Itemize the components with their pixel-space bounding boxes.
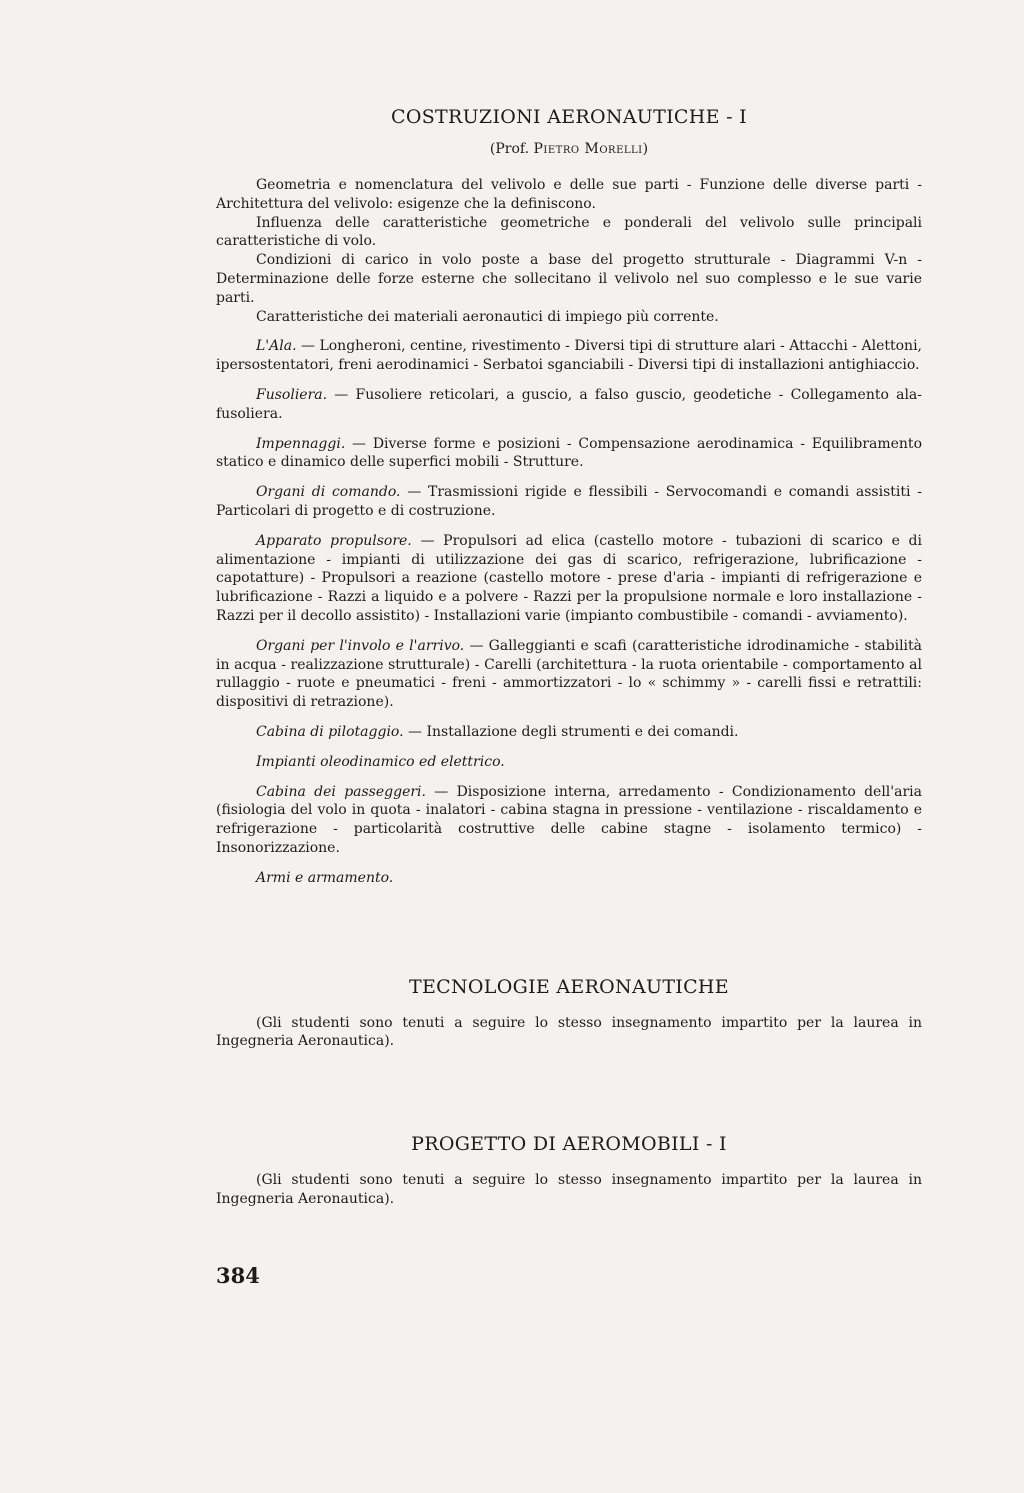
section-armi <box>216 869 922 888</box>
section-text: — Longheroni, centine, rivestimento - Diversi tipi di strutture alari - Attacchi - Alettoni, ipersostentatori, freni aerodinamici - Serbatoi sganciabili - Diversi tipi di installazioni antighiaccio. <box>216 338 922 374</box>
course-title-progetto: PROGETTO DI AEROMOBILI - I <box>411 1133 727 1156</box>
course-author <box>216 140 922 158</box>
course-intro <box>216 176 922 326</box>
section-lead: Organi di comando. <box>256 484 401 501</box>
intro-paragraph: Influenza delle caratteristiche geometriche e ponderali del velivolo sulle principali caratteristiche di volo. <box>216 214 922 250</box>
intro-paragraph: Geometria e nomenclatura del velivolo e delle sue parti - Funzione delle diverse parti - Architettura del velivolo: esigenze che la definiscono. <box>216 177 922 212</box>
intro-paragraph: Condizioni di carico in volo poste a base del progetto strutturale - Diagrammi V-n - Determinazione delle forze esterne che sollecitano il velivolo nel suo complesso e le sue varie parti. <box>216 252 922 306</box>
author-prefix: (Prof. <box>489 141 534 157</box>
section-text: — Diverse forme e posizioni - Compensazione aerodinamica - Equilibramento statico e dinamico delle superfici mobili - Strutture. <box>216 435 922 471</box>
section-lead: Armi e armamento. <box>256 869 394 886</box>
section-text: — Installazione degli strumenti e dei comandi. <box>403 723 739 740</box>
course-note: (Gli studenti sono tenuti a seguire lo stesso insegnamento impartito per la laurea in Ingegneria Aeronautica). <box>216 1172 922 1207</box>
section-impennaggi <box>216 435 922 473</box>
author-name: Pietro Morelli <box>533 141 643 157</box>
section-ala <box>216 337 922 375</box>
section-fusoliera <box>216 386 922 424</box>
document-page <box>216 104 922 1209</box>
course-title-costruzioni: COSTRUZIONI AERONAUTICHE - I <box>391 106 747 128</box>
section-lead: Impennaggi. <box>256 435 346 452</box>
section-lead: Fusoliera. <box>256 386 328 403</box>
intro-paragraph: Caratteristiche dei materiali aeronautici di impiego più corrente. <box>256 308 719 325</box>
section-text: — Fusoliere reticolari, a guscio, a falso guscio, geodetiche - Collegamento ala-fusoliera. <box>216 386 922 422</box>
section-lead: Apparato propulsore. <box>256 532 412 549</box>
author-suffix: ) <box>642 141 649 157</box>
section-lead: Cabina di pilotaggio. <box>256 723 404 740</box>
section-organi-involo <box>216 637 922 712</box>
section-lead: Cabina dei passeggeri. <box>256 783 426 800</box>
section-cabina-passeggeri <box>216 783 922 858</box>
section-cabina-pilotaggio <box>216 723 922 742</box>
section-lead: L'Ala. <box>256 338 297 355</box>
section-text: — Disposizione interna, arredamento - Condizionamento dell'aria (fisiologia del volo in quota - inalatori - cabina stagna in pressione - ventilazione - riscaldamento e refrigerazione - particolarità costruttive delle cabine stagne - isolamento termico) - Insonorizzazione. <box>216 783 923 856</box>
course-title-tecnologie: TECNOLOGIE AERONAUTICHE <box>409 975 729 998</box>
section-apparato-propulsore <box>216 532 922 626</box>
section-lead: Impianti oleodinamico ed elettrico. <box>256 753 505 770</box>
page-number: 384 <box>216 1263 260 1288</box>
section-text: — Propulsori ad elica (castello motore - tubazioni di scarico e di alimentazione - impianti di utilizzazione dei gas di scarico, refrigerazione, lubrificazione - capotatture) - Propulsori a reazione (castello motore - prese d'aria - impianti di refrigerazione e lubrificazione - Razzi a liquido e a polvere - Razzi per la propulsione normale e loro installazione - Razzi per il decollo assistito) - Installazioni varie (impianto combustibile - comandi - avviamento). <box>216 532 922 624</box>
section-impianti <box>216 753 922 772</box>
section-organi-comando <box>216 483 922 521</box>
section-text: — Galleggianti e scafi (caratteristiche idrodinamiche - stabilità in acqua - realizzazione strutturale) - Carelli (architettura - la ruota orientabile - comportamento al rullaggio - ruote e pneumatici - freni - ammortizzatori - lo « schimmy » - carelli fissi e retrattili: dispositivi di retrazione). <box>216 637 922 711</box>
course-note: (Gli studenti sono tenuti a seguire lo stesso insegnamento impartito per la laurea in Ingegneria Aeronautica). <box>216 1014 922 1050</box>
section-lead: Organi per l'involo e l'arrivo. <box>256 637 465 654</box>
section-text: — Trasmissioni rigide e flessibili - Servocomandi e comandi assistiti - Particolari di progetto e di costruzione. <box>216 484 922 519</box>
